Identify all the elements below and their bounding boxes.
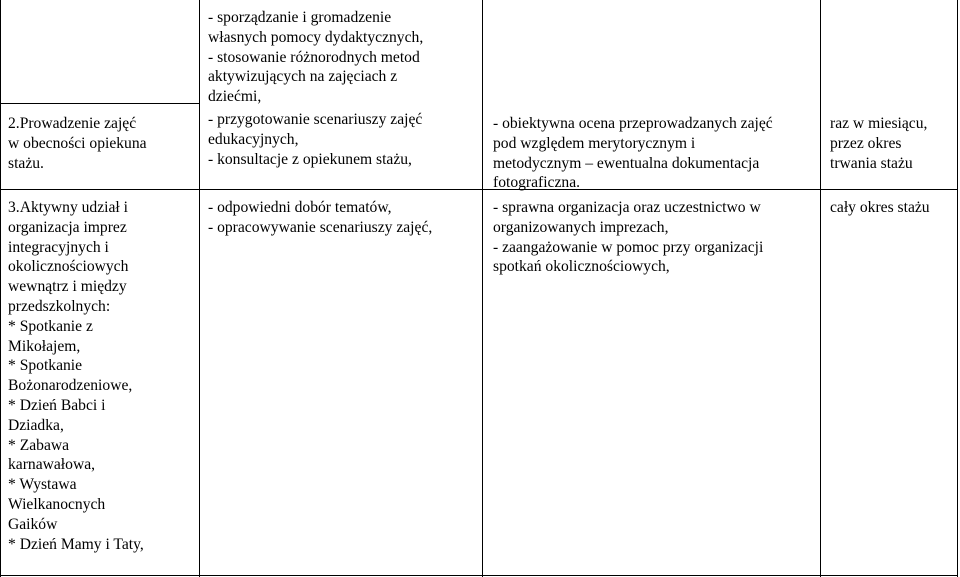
row1-timeframe-cell	[830, 114, 954, 173]
row-divider-top	[0, 103, 199, 104]
row2-timeframe-cell	[830, 198, 954, 218]
row2-activity-cell	[208, 198, 476, 238]
column-divider-3	[820, 0, 821, 577]
column-divider-1	[199, 0, 200, 577]
row1-task-cell	[8, 114, 194, 173]
row2-activity-text: - odpowiedni dobór tematów, - opracowywanie scenariuszy zajęć,	[208, 199, 433, 236]
row1-task-text: 2.Prowadzenie zajęć w obecności opiekuna stażu.	[8, 115, 147, 172]
row2-task-cell	[8, 198, 194, 554]
column-divider-2	[482, 0, 483, 577]
row2-timeframe-text: cały okres stażu	[830, 199, 930, 216]
row2-evidence-cell	[493, 198, 811, 277]
row1-activity-text: - przygotowanie scenariuszy zajęć edukacyjnych, - konsultacje z opiekunem stażu,	[208, 111, 423, 168]
table-border-left	[0, 0, 1, 577]
row0-activity-text: - sporządzanie i gromadzenie własnych pomocy dydaktycznych, - stosowanie różnorodnych metod aktywizujących na zajęciach z dziećmi,	[208, 9, 424, 106]
row1-evidence-text: - obiektywna ocena przeprowadzanych zajęć pod względem merytorycznym i metodycznym – ewentualna dokumentacja fotograficzna.	[493, 115, 773, 192]
row1-timeframe-text: raz w miesiącu, przez okres trwania stażu	[830, 115, 928, 172]
table-border-bottom	[0, 575, 958, 576]
row0-activity-cell	[208, 8, 476, 107]
row-divider-1	[0, 189, 958, 190]
row1-activity-cell	[208, 110, 476, 169]
row2-task-text: 3.Aktywny udział i organizacja imprez integracyjnych i okolicznościowych wewnątrz i między przedszkolnych: * Spotkanie z Mikołajem, * Spotkanie Bożonarodzeniowe, * Dzień Babci i Dziadka, * Zabawa karnawałowa, * Wystawa Wielkanocnych Gaików * Dzień Mamy i Taty,	[8, 199, 144, 553]
table-border-right	[957, 0, 958, 577]
row2-evidence-text: - sprawna organizacja oraz uczestnictwo w organizowanych imprezach, - zaangażowanie w pomoc przy organizacji spotkań okolicznościowych,	[493, 199, 764, 276]
row1-evidence-cell	[493, 114, 811, 193]
